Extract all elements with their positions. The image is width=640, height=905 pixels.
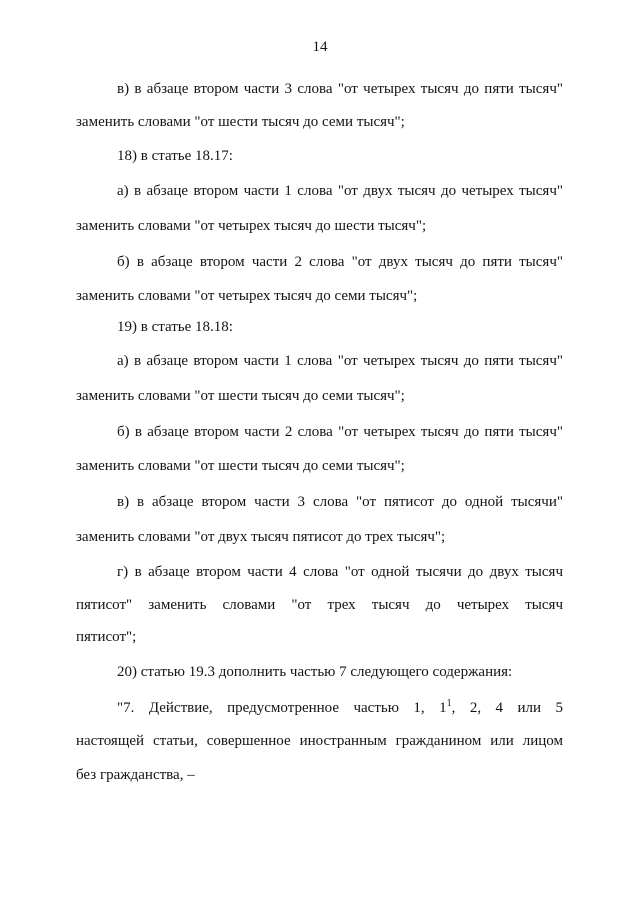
- item-19-g-line-3: пятисот";: [76, 629, 137, 645]
- clause-7-text-before: "7. Действие, предусмотренное частью 1, 1: [117, 700, 447, 716]
- item-19-b-replacement: заменить словами "от шести тысяч до семи тысяч";: [76, 458, 405, 474]
- item-19-heading: 19) в статье 18.18:: [117, 319, 233, 335]
- item-v-part3-line: в) в абзаце втором части 3 слова "от четырех тысяч до пяти тысяч": [117, 81, 563, 97]
- item-18-a-replacement: заменить словами "от четырех тысяч до шести тысяч";: [76, 218, 427, 234]
- item-v-part3-replacement: заменить словами "от шести тысяч до семи тысяч";: [76, 114, 405, 130]
- item-18-heading: 18) в статье 18.17:: [117, 148, 233, 164]
- item-19-g-line-2: пятисот" заменить словами "от трех тысяч до четырех тысяч: [76, 597, 563, 613]
- item-19-v-line: в) в абзаце втором части 3 слова "от пятисот до одной тысячи": [117, 494, 563, 510]
- item-19-g-line: г) в абзаце втором части 4 слова "от одной тысячи до двух тысяч: [117, 564, 563, 580]
- item-18-b-line: б) в абзаце втором части 2 слова "от двух тысяч до пяти тысяч": [117, 254, 563, 270]
- item-20-heading: 20) статью 19.3 дополнить частью 7 следующего содержания:: [117, 664, 513, 680]
- item-19-a-line: а) в абзаце втором части 1 слова "от четырех тысяч до пяти тысяч": [117, 353, 563, 369]
- clause-7-line-3: без гражданства, –: [76, 767, 195, 783]
- clause-7-superscript: 1: [446, 698, 452, 709]
- item-19-a-replacement: заменить словами "от шести тысяч до семи тысяч";: [76, 388, 405, 404]
- item-18-b-replacement: заменить словами "от четырех тысяч до семи тысяч";: [76, 288, 418, 304]
- item-19-b-line: б) в абзаце втором части 2 слова "от четырех тысяч до пяти тысяч": [117, 424, 563, 440]
- clause-7-line-2: настоящей статьи, совершенное иностранным гражданином или лицом: [76, 733, 563, 749]
- item-18-a-line: а) в абзаце втором части 1 слова "от двух тысяч до четырех тысяч": [117, 183, 563, 199]
- item-19-v-replacement: заменить словами "от двух тысяч пятисот до трех тысяч";: [76, 529, 446, 545]
- clause-7-text-after: , 2, 4 или 5: [451, 700, 563, 716]
- clause-7-line-1: [117, 698, 563, 718]
- page-number: 14: [312, 39, 328, 55]
